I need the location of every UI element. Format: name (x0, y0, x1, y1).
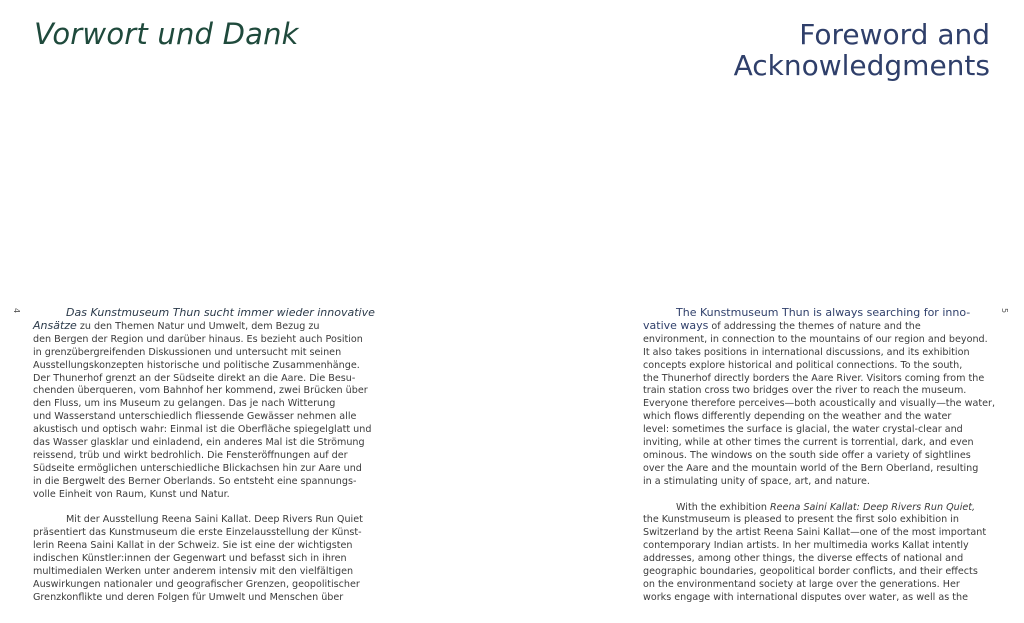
left-lead-line-2: Ansätze (33, 318, 77, 332)
right-para2-first-italic: Reena Saini Kallat: Deep Rivers Run Quiet, (769, 501, 976, 513)
left-paragraph-2 (33, 514, 385, 604)
right-para1-line: the Thunerhof directly borders the Aare River. Visitors coming from the (643, 372, 985, 384)
left-page-title: Vorwort und Dank (34, 17, 299, 51)
right-para1-line: over the Aare and the mountain world of the Bern Oberland, resulting (643, 462, 979, 474)
left-para1-line: in grenzübergreifenden Diskussionen und untersucht mit seinen (33, 346, 342, 358)
left-para1-line: akustisch und optisch wahr: Einmal ist die Oberfläche spiegelglatt und (33, 424, 372, 436)
right-para2-line: addresses, among other things, the diverse effects of national and (643, 553, 964, 565)
left-para1-line: in die Bergwelt des Berner Oberlands. So entsteht eine spannungs- (33, 475, 357, 487)
right-para2-first-plain: With the exhibition (676, 501, 770, 513)
left-page-number: 4 (12, 307, 22, 314)
left-para2-line: lerin Reena Saini Kallat in der Schweiz. Sie ist eine der wichtigsten (33, 540, 353, 552)
left-para2-line: Auswirkungen nationaler und geografischer Grenzen, geopolitischer (33, 579, 360, 591)
left-para1-line: den Fluss, um ins Museum zu gelangen. Das je nach Witterung (33, 398, 336, 410)
right-title-line-1: Foreword and (799, 18, 990, 51)
right-paragraph-1 (643, 307, 993, 489)
left-paragraph-1 (33, 307, 385, 502)
right-para1-line: train station cross two bridges over the river to reach the museum. (643, 385, 967, 397)
right-page-title (734, 19, 990, 81)
right-para2-line: contemporary Indian artists. In her multimedia works Kallat intently (643, 540, 969, 552)
right-paragraph-2 (643, 502, 993, 605)
right-page-number: 5 (1000, 307, 1010, 314)
right-para1-line: in a stimulating unity of space, art, and nature. (643, 475, 870, 487)
right-para2-line: Switzerland by the artist Reena Saini Kallat—one of the most important (643, 527, 987, 539)
left-lead-line-1: Das Kunstmuseum Thun sucht immer wieder innovative (66, 306, 375, 319)
left-para1-line: reissend, trüb und wirkt bedrohlich. Die Fensteröffnungen auf der (33, 449, 348, 461)
right-body-text (643, 307, 993, 605)
left-para2-line: Mit der Ausstellung Reena Saini Kallat. Deep Rivers Run Quiet (66, 514, 363, 526)
left-para1-line: Ausstellungskonzepten historische und politische Zusammenhänge. (33, 359, 360, 371)
right-title-line-2: Acknowledgments (733, 49, 990, 82)
left-para1-line: Südseite ermöglichen unterschiedliche Blickachsen hin zur Aare und (33, 462, 362, 474)
right-para1-line: concepts explore historical and political connections. To the south, (643, 359, 963, 371)
left-para1-line: chenden überqueren, vom Bahnhof her kommend, zwei Brücken über (33, 385, 368, 397)
left-para1-line: volle Einheit von Raum, Kunst und Natur. (33, 488, 230, 500)
right-para1-line: inviting, while at other times the current is torrential, dark, and even (643, 437, 974, 449)
left-body-text (33, 307, 385, 605)
left-para1-line: das Wasser glasklar und einladend, ein anderes Mal ist die Strömung (33, 437, 365, 449)
right-para1-line: Everyone therefore perceives—both acoustically and visually—the water, (643, 398, 995, 410)
right-para1-line: ominous. The windows on the south side offer a variety of sightlines (643, 449, 971, 461)
right-para1-line: environment, in connection to the mountains of our region and beyond. (643, 333, 988, 345)
right-para2-line: works engage with international disputes over water, as well as the (643, 591, 969, 603)
left-para2-line: Grenzkonflikte und deren Folgen für Umwelt und Menschen über (33, 591, 344, 603)
right-para1-line: It also takes positions in international discussions, and its exhibition (643, 346, 970, 358)
right-para2-line: on the environmentand society at large over the generations. Her (643, 579, 960, 591)
left-para2-line: präsentiert das Kunstmuseum die erste Einzelausstellung der Künst- (33, 527, 362, 539)
right-lead-line-1: The Kunstmuseum Thun is always searching for inno- (676, 306, 971, 319)
left-para1-line: den Bergen der Region und darüber hinaus. Es bezieht auch Position (33, 333, 363, 345)
right-para1-line-2-rest: of addressing the themes of nature and the (708, 320, 921, 332)
left-para1-line-2-rest: zu den Themen Natur und Umwelt, dem Bezug zu (76, 320, 320, 332)
left-para2-line: multimedialen Werken unter anderem intensiv mit den vielfältigen (33, 566, 354, 578)
right-para2-line: geographic boundaries, geopolitical border conflicts, and their effects (643, 566, 978, 578)
left-para2-line: indischen Künstler:innen der Gegenwart und befasst sich in ihren (33, 553, 347, 565)
right-para2-line: the Kunstmuseum is pleased to present the first solo exhibition in (643, 514, 959, 526)
right-lead-line-2: vative ways (643, 318, 709, 332)
right-para1-line: level: sometimes the surface is glacial, the water crystal-clear and (643, 424, 963, 436)
right-para1-line: which flows differently depending on the weather and the water (643, 411, 952, 423)
left-para1-line: Der Thunerhof grenzt an der Südseite direkt an die Aare. Die Besu- (33, 372, 356, 384)
left-para1-line: und Wasserstand unterschiedlich fliessende Gewässer nehmen alle (33, 411, 357, 423)
